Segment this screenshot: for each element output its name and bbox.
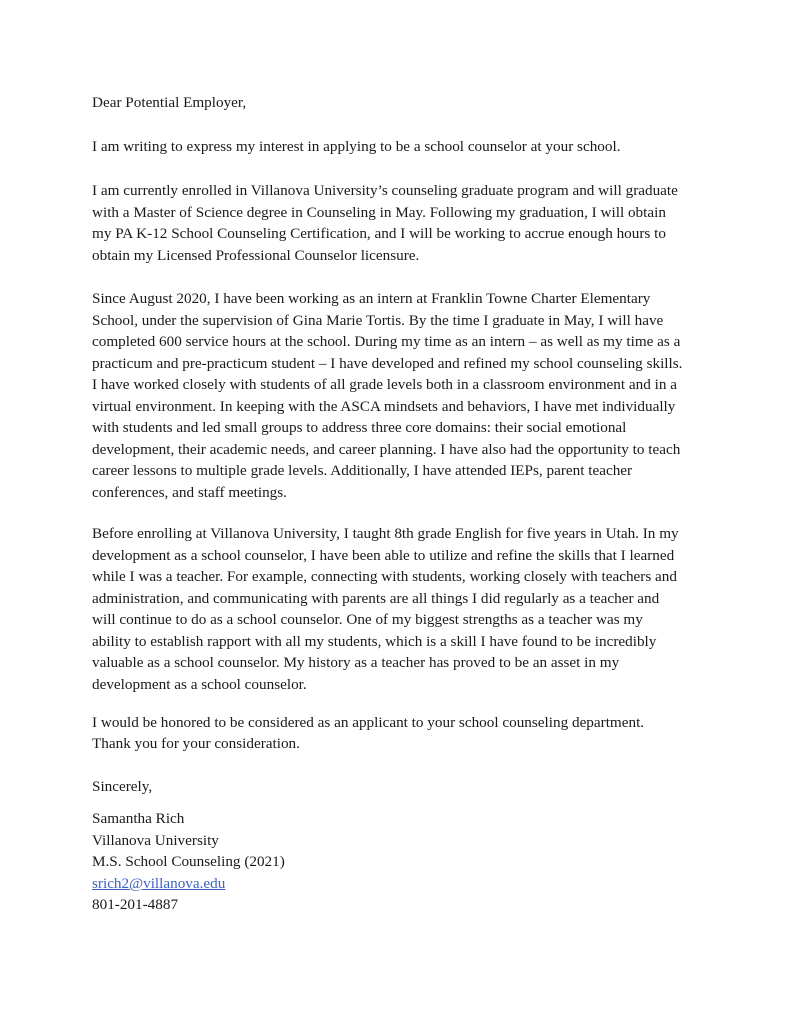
internship-line: practicum and pre-practicum student – I have developed and refined my school counseling skills.: [92, 355, 683, 372]
email-link[interactable]: srich2@villanova.edu: [92, 875, 226, 892]
signature-degree: M.S. School Counseling (2021): [92, 853, 285, 870]
signature-institution: Villanova University: [92, 832, 219, 849]
internship-line: development, their academic needs, and career planning. I have also had the opportunity to teach: [92, 441, 681, 458]
teaching-line: while I was a teacher. For example, connecting with students, working closely with teachers and: [92, 568, 677, 585]
signature-phone: 801-201-4887: [92, 896, 179, 913]
education-line: my PA K-12 School Counseling Certification, and I will be working to accrue enough hours to: [92, 225, 666, 242]
intro-line: I am writing to express my interest in applying to be a school counselor at your school.: [92, 138, 621, 155]
teaching-line: will continue to do as a school counselor. One of my biggest strengths as a teacher was my: [92, 611, 643, 628]
salutation: Dear Potential Employer,: [92, 94, 247, 111]
internship-line: I have worked closely with students of all grade levels both in a classroom environment and in a: [92, 376, 677, 393]
internship-line: Since August 2020, I have been working as an intern at Franklin Towne Charter Elementary: [92, 290, 651, 307]
education-line: obtain my Licensed Professional Counselor licensure.: [92, 247, 420, 264]
internship-line: conferences, and staff meetings.: [92, 484, 287, 501]
teaching-line: development as a school counselor.: [92, 676, 307, 693]
teaching-line: Before enrolling at Villanova University, I taught 8th grade English for five years in Utah. In my: [92, 525, 679, 542]
teaching-line: valuable as a school counselor. My history as a teacher has proved to be an asset in my: [92, 654, 620, 671]
internship-line: career lessons to multiple grade levels. Additionally, I have attended IEPs, parent teacher: [92, 462, 633, 479]
education-line: I am currently enrolled in Villanova University’s counseling graduate program and will graduate: [92, 182, 678, 199]
internship-line: School, under the supervision of Gina Marie Tortis. By the time I graduate in May, I will have: [92, 312, 664, 329]
education-line: with a Master of Science degree in Counseling in May. Following my graduation, I will obtain: [92, 204, 666, 221]
closing-statement-line: Thank you for your consideration.: [92, 735, 300, 752]
teaching-line: development as a school counselor, I have been able to utilize and refine the skills that I learned: [92, 547, 675, 564]
internship-line: virtual environment. In keeping with the ASCA mindsets and behaviors, I have met individually: [92, 398, 676, 415]
teaching-line: administration, and communicating with parents are all things I did regularly as a teacher and: [92, 590, 660, 607]
internship-line: completed 600 service hours at the school. During my time as an intern – as well as my time as a: [92, 333, 681, 350]
signature-name: Samantha Rich: [92, 810, 185, 827]
teaching-line: ability to establish rapport with all my students, which is a skill I have found to be incredibly: [92, 633, 657, 650]
internship-line: with students and led small groups to address three core domains: their social emotional: [92, 419, 627, 436]
closing: Sincerely,: [92, 778, 153, 795]
closing-statement-line: I would be honored to be considered as an applicant to your school counseling department.: [92, 714, 645, 731]
